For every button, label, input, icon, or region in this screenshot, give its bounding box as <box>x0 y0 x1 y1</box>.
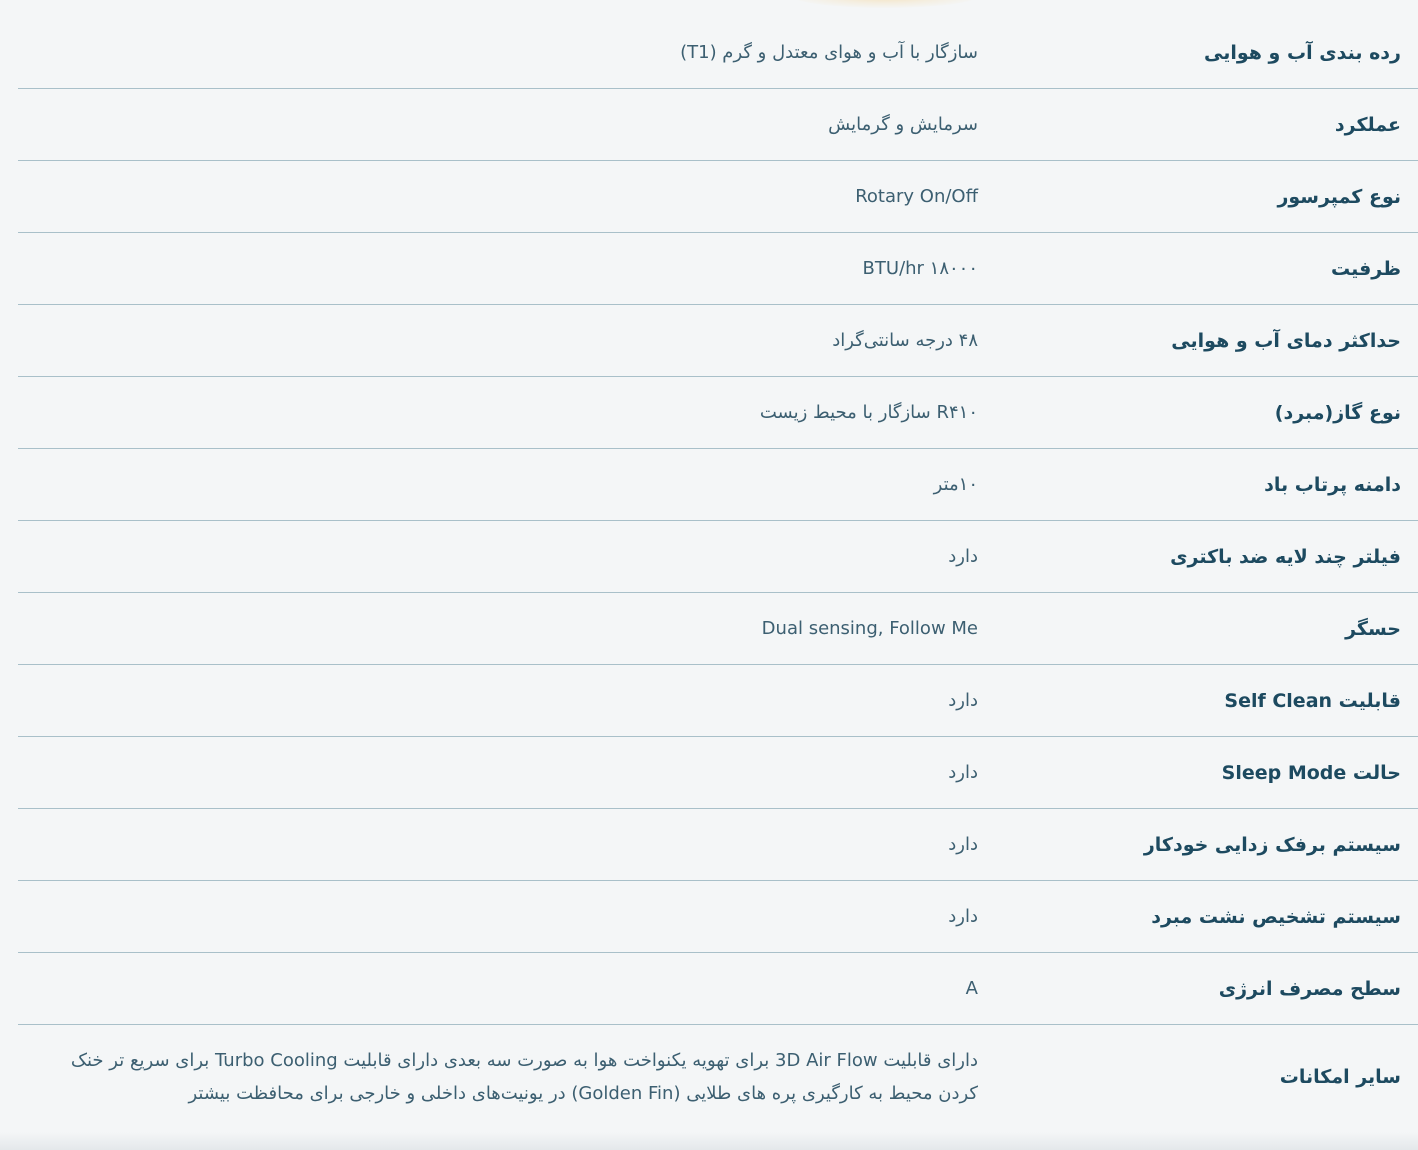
spec-row <box>18 953 1418 1025</box>
spec-value: ۴۸ درجه سانتی‌گراد <box>832 330 978 351</box>
spec-value: دارد <box>948 690 978 711</box>
spec-row <box>18 161 1418 233</box>
spec-label: حالت Sleep Mode <box>1221 761 1401 784</box>
spec-label: دامنه پرتاب باد <box>1264 473 1401 496</box>
spec-value: BTU/hr ۱۸۰۰۰ <box>862 258 978 279</box>
spec-row <box>18 809 1418 881</box>
spec-label: قابلیت Self Clean <box>1224 689 1401 712</box>
spec-row <box>18 593 1418 665</box>
spec-value: R۴۱۰ سازگار با محیط زیست <box>759 402 978 423</box>
spec-value: Dual sensing, Follow Me <box>761 618 978 639</box>
decorative-glow <box>790 0 980 8</box>
spec-label: نوع گاز(مبرد) <box>1274 401 1401 424</box>
spec-row <box>18 737 1418 809</box>
spec-label: عملکرد <box>1334 113 1401 136</box>
spec-value: دارد <box>948 906 978 927</box>
spec-row <box>18 521 1418 593</box>
spec-label: سایر امکانات <box>1279 1066 1401 1088</box>
spec-value: A <box>965 978 978 999</box>
spec-row <box>18 233 1418 305</box>
spec-label: حداکثر دمای آب و هوایی <box>1171 329 1401 352</box>
spec-value: دارد <box>948 546 978 567</box>
spec-value: سازگار با آب و هوای معتدل و گرم (T1) <box>680 42 978 63</box>
spec-row <box>18 665 1418 737</box>
spec-label: حسگر <box>1345 617 1401 640</box>
spec-value: دارای قابلیت 3D Air Flow برای تهویه یکنواخت هوا به صورت سه بعدی دارای قابلیت Turbo Cooling برای سریع تر خنک کردن محیط به کارگیری پره های طلایی (Golden Fin) در یونیت‌های داخلی و خارجی برای محافظت بیشتر <box>70 1050 978 1104</box>
spec-label: رده بندی آب و هوایی <box>1203 41 1401 64</box>
spec-table <box>18 17 1418 1129</box>
spec-value: دارد <box>948 834 978 855</box>
spec-row <box>18 89 1418 161</box>
spec-value: ۱۰متر <box>933 474 978 495</box>
spec-label: سیستم تشخیص نشت مبرد <box>1151 905 1401 928</box>
spec-row <box>18 1025 1418 1129</box>
spec-label: فیلتر چند لایه ضد باکتری <box>1170 545 1401 568</box>
spec-row <box>18 449 1418 521</box>
spec-label: ظرفیت <box>1330 257 1401 280</box>
spec-value: Rotary On/Off <box>855 186 978 207</box>
spec-row <box>18 305 1418 377</box>
spec-row <box>18 17 1418 89</box>
spec-label: سیستم برفک زدایی خودکار <box>1143 833 1401 856</box>
spec-value: سرمایش و گرمایش <box>828 114 978 135</box>
spec-row <box>18 881 1418 953</box>
spec-row <box>18 377 1418 449</box>
bottom-fade <box>0 1132 1418 1150</box>
spec-value: دارد <box>948 762 978 783</box>
spec-label: سطح مصرف انرژی <box>1218 977 1401 1000</box>
spec-label: نوع کمپرسور <box>1277 185 1401 208</box>
